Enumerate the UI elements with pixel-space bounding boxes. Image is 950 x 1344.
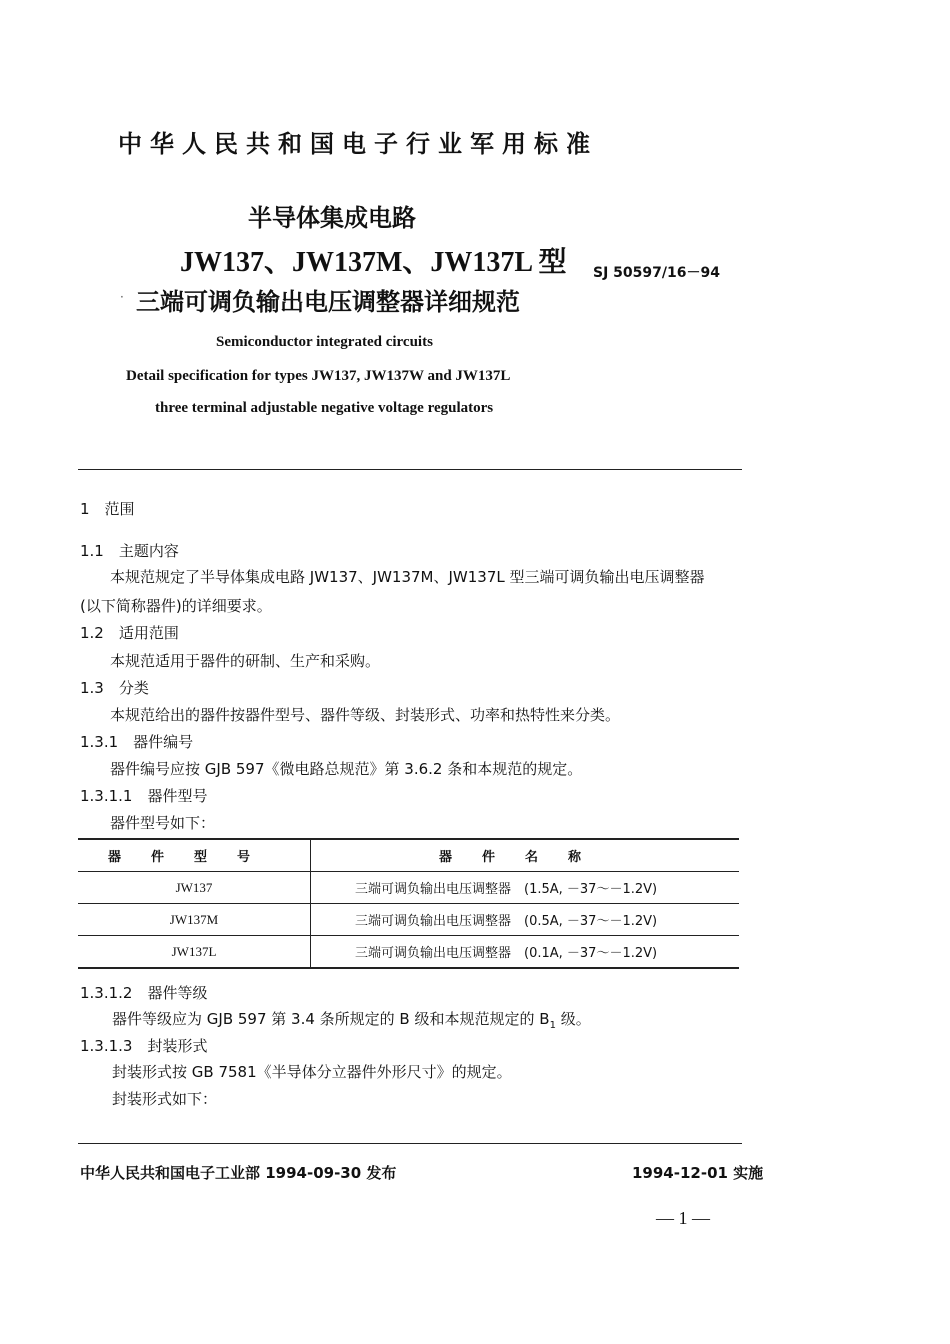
table-cell-model: JW137 xyxy=(78,872,311,904)
section-1-3-1-2-heading: 1.3.1.2 器件等级 xyxy=(80,984,208,1002)
title-cn-line2: JW137、JW137M、JW137L 型 xyxy=(180,247,567,278)
title-cn-line1: 半导体集成电路 xyxy=(248,204,416,232)
section-1-3-1-text: 器件编号应按 GJB 597《微电路总规范》第 3.6.2 条和本规范的规定。 xyxy=(110,760,583,778)
title-cn-line3: 三端可调负输出电压调整器详细规范 xyxy=(136,288,520,316)
table-header-name: 器件名称 xyxy=(438,850,611,865)
table-row xyxy=(78,904,739,936)
stray-mark: · xyxy=(120,290,124,304)
standard-body-header: 中华人民共和国电子行业军用标准 xyxy=(118,130,598,158)
table-cell-name: 三端可调负输出电压调整器 (0.1A, －37～－1.2V) xyxy=(311,936,740,969)
table-header-row xyxy=(78,839,739,872)
section-1-1-text-b: (以下简称器件)的详细要求。 xyxy=(80,597,272,615)
section-1-3-1-2-text-tail: 级。 xyxy=(555,1010,591,1028)
section-1-3-1-1-text: 器件型号如下： xyxy=(110,814,216,832)
title-en-line3: three terminal adjustable negative voltage regulators xyxy=(155,400,494,416)
section-1-3-text: 本规范给出的器件按器件型号、器件等级、封装形式、功率和热特性来分类。 xyxy=(110,706,621,724)
table-cell-model: JW137M xyxy=(78,904,311,936)
section-1-1-text-a: 本规范规定了半导体集成电路 JW137、JW137M、JW137L 型三端可调负输出电压调整器 xyxy=(110,568,705,586)
device-model-table xyxy=(78,838,739,969)
issued-date: 中华人民共和国电子工业部 1994-09-30 发布 xyxy=(80,1164,397,1182)
table-cell-name: 三端可调负输出电压调整器 (0.5A, －37～－1.2V) xyxy=(311,904,740,936)
header-divider xyxy=(78,469,742,470)
title-en-line2: Detail specification for types JW137, JW137W and JW137L xyxy=(126,368,511,384)
table-header-model: 器件型号 xyxy=(78,839,311,872)
footer-divider xyxy=(78,1143,742,1144)
section-1-3-1-3-text-a: 封装形式按 GB 7581《半导体分立器件外形尺寸》的规定。 xyxy=(112,1063,512,1081)
section-1-3-1-2-text-main: 器件等级应为 GJB 597 第 3.4 条所规定的 B 级和本规范规定的 B xyxy=(112,1010,550,1028)
standard-number: SJ 50597/16－94 xyxy=(593,265,720,281)
section-1-3-1-2-text xyxy=(112,1008,591,1031)
section-1-1-heading: 1.1 主题内容 xyxy=(80,542,179,560)
table-row xyxy=(78,872,739,904)
section-1-3-1-heading: 1.3.1 器件编号 xyxy=(80,733,194,751)
page-number: — 1 — xyxy=(656,1208,710,1228)
table-cell-name: 三端可调负输出电压调整器 (1.5A, －37～－1.2V) xyxy=(311,872,740,904)
section-1-3-1-1-heading: 1.3.1.1 器件型号 xyxy=(80,787,208,805)
section-1-2-text: 本规范适用于器件的研制、生产和采购。 xyxy=(110,652,381,670)
table-cell-model: JW137L xyxy=(78,936,311,969)
section-1-heading: 1 范围 xyxy=(80,500,135,518)
title-en-line1: Semiconductor integrated circuits xyxy=(216,334,433,350)
section-1-3-heading: 1.3 分类 xyxy=(80,679,149,697)
effective-date: 1994-12-01 实施 xyxy=(632,1164,764,1182)
section-1-3-1-3-text-b: 封装形式如下： xyxy=(112,1090,218,1108)
section-1-3-1-2-subscript: 1 xyxy=(549,1020,556,1031)
section-1-2-heading: 1.2 适用范围 xyxy=(80,624,179,642)
table-row xyxy=(78,936,739,969)
section-1-3-1-3-heading: 1.3.1.3 封装形式 xyxy=(80,1037,208,1055)
